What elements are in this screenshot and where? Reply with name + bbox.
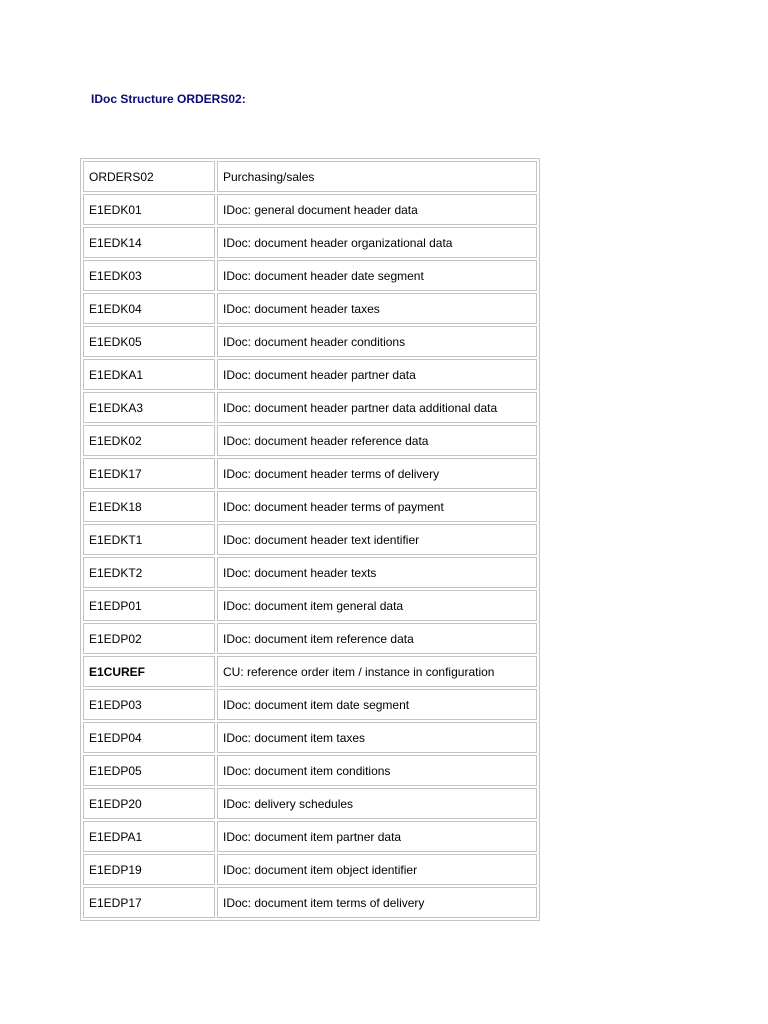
segment-description-cell: IDoc: document header date segment [217, 260, 537, 291]
segment-name-cell: E1EDP02 [83, 623, 215, 654]
segment-description-cell: IDoc: document item reference data [217, 623, 537, 654]
segment-name-cell: E1EDK05 [83, 326, 215, 357]
table-row [83, 260, 537, 291]
segment-description-cell: IDoc: document header organizational data [217, 227, 537, 258]
table-row [83, 227, 537, 258]
table-row [83, 194, 537, 225]
segment-name-cell: E1EDP17 [83, 887, 215, 918]
segment-description-cell: IDoc: general document header data [217, 194, 537, 225]
segment-description-cell: CU: reference order item / instance in configuration [217, 656, 537, 687]
table-row [83, 656, 537, 687]
table-row [83, 788, 537, 819]
table-row [83, 491, 537, 522]
segment-description-cell: IDoc: document item taxes [217, 722, 537, 753]
segment-description-cell: IDoc: document item partner data [217, 821, 537, 852]
table-row [83, 326, 537, 357]
segment-description-cell: IDoc: document header texts [217, 557, 537, 588]
table-row [83, 689, 537, 720]
table-body [83, 161, 537, 918]
segment-name-cell: E1EDK02 [83, 425, 215, 456]
segment-description-cell: IDoc: document header terms of payment [217, 491, 537, 522]
segment-name-cell: E1EDKT2 [83, 557, 215, 588]
segment-description-cell: IDoc: document header taxes [217, 293, 537, 324]
table-row [83, 425, 537, 456]
segment-name-cell: E1CUREF [83, 656, 215, 687]
table-row [83, 854, 537, 885]
table-row [83, 821, 537, 852]
segment-name-cell: E1EDKA3 [83, 392, 215, 423]
segment-name-cell: ORDERS02 [83, 161, 215, 192]
table-row [83, 623, 537, 654]
table-row [83, 392, 537, 423]
segment-description-cell: IDoc: document header terms of delivery [217, 458, 537, 489]
segment-description-cell: IDoc: document item general data [217, 590, 537, 621]
segment-name-cell: E1EDP20 [83, 788, 215, 819]
segment-name-cell: E1EDP05 [83, 755, 215, 786]
table-row [83, 755, 537, 786]
segment-name-cell: E1EDP19 [83, 854, 215, 885]
table-row [83, 161, 537, 192]
segment-name-cell: E1EDK17 [83, 458, 215, 489]
segment-description-cell: IDoc: document item conditions [217, 755, 537, 786]
idoc-structure-table [80, 158, 540, 921]
segment-description-cell: IDoc: document header partner data additional data [217, 392, 537, 423]
segment-description-cell: IDoc: document item terms of delivery [217, 887, 537, 918]
segment-description-cell: Purchasing/sales [217, 161, 537, 192]
segment-name-cell: E1EDK14 [83, 227, 215, 258]
segment-name-cell: E1EDK18 [83, 491, 215, 522]
segment-description-cell: IDoc: document header reference data [217, 425, 537, 456]
segment-name-cell: E1EDP04 [83, 722, 215, 753]
segment-description-cell: IDoc: document header text identifier [217, 524, 537, 555]
segment-name-cell: E1EDP03 [83, 689, 215, 720]
table-row [83, 524, 537, 555]
segment-name-cell: E1EDK04 [83, 293, 215, 324]
table-row [83, 887, 537, 918]
segment-name-cell: E1EDK03 [83, 260, 215, 291]
table-row [83, 293, 537, 324]
table-row [83, 359, 537, 390]
segment-description-cell: IDoc: document header conditions [217, 326, 537, 357]
segment-name-cell: E1EDK01 [83, 194, 215, 225]
segment-description-cell: IDoc: delivery schedules [217, 788, 537, 819]
segment-description-cell: IDoc: document item object identifier [217, 854, 537, 885]
segment-name-cell: E1EDPA1 [83, 821, 215, 852]
table-row [83, 458, 537, 489]
segment-name-cell: E1EDKA1 [83, 359, 215, 390]
page-title: IDoc Structure ORDERS02: [91, 92, 246, 106]
table-row [83, 557, 537, 588]
table-row [83, 590, 537, 621]
table-row [83, 722, 537, 753]
segment-description-cell: IDoc: document header partner data [217, 359, 537, 390]
segment-description-cell: IDoc: document item date segment [217, 689, 537, 720]
segment-name-cell: E1EDKT1 [83, 524, 215, 555]
segment-name-cell: E1EDP01 [83, 590, 215, 621]
